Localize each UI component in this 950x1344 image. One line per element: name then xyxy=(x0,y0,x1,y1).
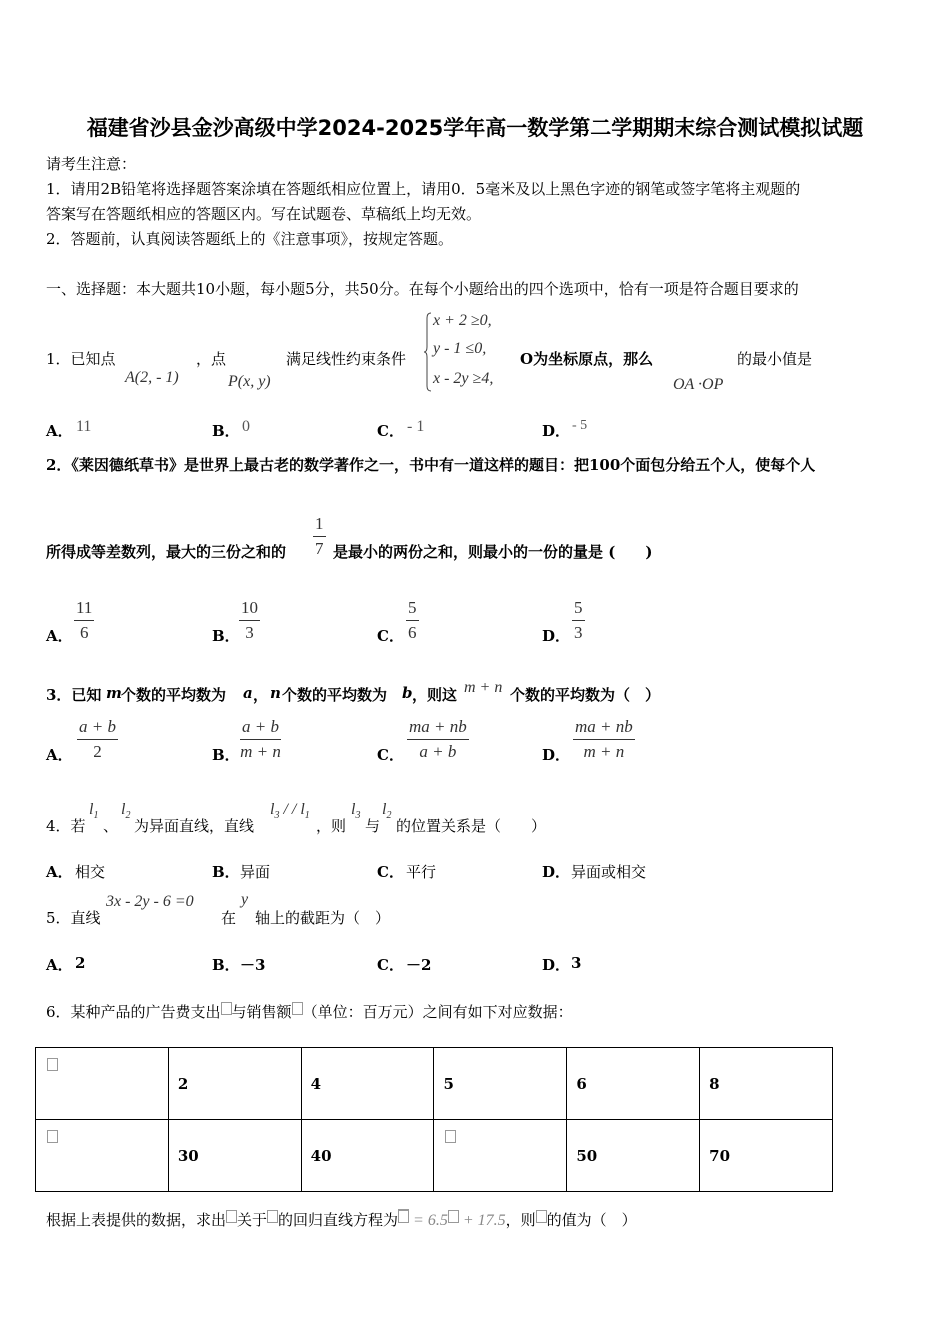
q2-option-d-label: D． xyxy=(542,627,571,645)
q4-l3b xyxy=(351,801,360,821)
q3-option-a-label: A． xyxy=(46,746,73,764)
q4-option-c-value: 平行 xyxy=(406,863,437,881)
table-cell: 40 xyxy=(301,1120,434,1192)
notice-line-2: 2．答题前，认真阅读答题纸上的《注意事项》，按规定答题。 xyxy=(46,230,454,248)
q2-option-a-label: A． xyxy=(46,627,73,645)
table-cell: 2 xyxy=(168,1048,301,1120)
q4-parallel-expr xyxy=(270,801,310,821)
q6-followup-e: 的值为（ ） xyxy=(546,1211,637,1229)
q4-option-d-value: 异面或相交 xyxy=(571,863,647,881)
q3-option-b-label: B． xyxy=(212,746,240,764)
table-cell: 8 xyxy=(700,1048,833,1120)
q5-equation: 3x - 2y - 6 =0 xyxy=(106,893,194,910)
q4-l2b xyxy=(382,801,391,821)
q2-option-b-label: B． xyxy=(212,627,240,645)
q5-option-a-label: A． xyxy=(46,956,73,974)
q4-text-5: 与 xyxy=(365,817,381,835)
q5-option-c-label: C． xyxy=(377,956,404,974)
q3-option-d-den: m + n xyxy=(583,742,625,761)
q2-fraction-numerator: 1 xyxy=(313,514,326,537)
q1-text-1: 1．已知点 xyxy=(46,350,116,368)
missing-glyph-icon xyxy=(448,1210,459,1223)
table-cell: 50 xyxy=(567,1120,700,1192)
missing-glyph-icon xyxy=(536,1210,547,1223)
q3-text-5: ，则这 xyxy=(412,686,458,704)
q2-option-d-den: 3 xyxy=(574,623,583,642)
q1-point-p: P(x, y) xyxy=(228,373,271,390)
q3-option-a-den: 2 xyxy=(93,742,102,761)
table-cell: 30 xyxy=(168,1120,301,1192)
q6-equation-part-1: = 6.5 xyxy=(409,1212,448,1229)
table-row xyxy=(36,1048,833,1120)
q4-l2b-letter: l xyxy=(382,801,387,818)
q2-text-1: 2．《莱因德纸草书》是世界上最古老的数学著作之一，书中有一道这样的题目：把100个面包分给五个人，使每个人 xyxy=(46,456,816,474)
q6-text-1 xyxy=(46,1001,573,1022)
q2-option-b-fraction xyxy=(239,598,260,643)
q6-followup-c: 的回归直线方程为 xyxy=(278,1211,399,1229)
q3-text-1: 3．已知 xyxy=(46,686,102,704)
notice-line-1b: 答案写在答题纸相应的答题区内。写在试题卷、草稿纸上均无效。 xyxy=(46,205,482,223)
q4-option-d-label: D． xyxy=(542,863,571,881)
q4-l2b-sub: 2 xyxy=(386,810,392,822)
missing-glyph-icon xyxy=(398,1209,409,1223)
q2-option-c-num: 5 xyxy=(406,598,419,621)
q4-text-4: ，则 xyxy=(316,817,347,835)
missing-glyph-icon xyxy=(221,1002,232,1015)
q4-l2-letter: l xyxy=(121,801,126,818)
q4-parallel-sign: / / xyxy=(279,801,297,818)
q5-option-b-value: －3 xyxy=(240,956,266,974)
q5-text-2: 在 xyxy=(221,909,237,927)
q2-option-b-den: 3 xyxy=(245,623,254,642)
q1-constraint-1: x + 2 ≥0, xyxy=(433,312,492,329)
table-cell-header-x xyxy=(36,1048,169,1120)
q2-option-b-num: 10 xyxy=(239,598,260,621)
missing-glyph-icon xyxy=(226,1210,237,1223)
q4-option-b-value: 异面 xyxy=(240,863,271,881)
q4-l3b-sub: 3 xyxy=(355,810,361,822)
q3-option-a-fraction xyxy=(77,717,118,762)
table-cell-header-y xyxy=(36,1120,169,1192)
q4-l2-sub: 2 xyxy=(125,810,131,822)
q5-option-d-value: 3 xyxy=(571,954,582,972)
notice-heading: 请考生注意： xyxy=(46,155,137,173)
q6-text-1a: 6．某种产品的广告费支出 xyxy=(46,1003,221,1021)
q2-option-c-fraction xyxy=(406,598,419,643)
q4-option-a-label: A． xyxy=(46,863,73,881)
q1-text-4: O为坐标原点，那么 xyxy=(520,350,654,368)
q3-option-c-label: C． xyxy=(377,746,404,764)
q1-text-5: 的最小值是 xyxy=(737,350,813,368)
missing-glyph-icon xyxy=(47,1058,58,1071)
q2-option-a-fraction xyxy=(74,598,94,643)
q3-option-c-num: ma + nb xyxy=(407,717,469,740)
q1-option-a-label: A． xyxy=(46,422,73,440)
missing-glyph-icon xyxy=(292,1002,303,1015)
q4-option-c-label: C． xyxy=(377,863,404,881)
q4-l3-sub: 3 xyxy=(274,810,280,822)
q1-option-d-value: - 5 xyxy=(572,418,588,433)
q1-constraint-3: x - 2y ≥4, xyxy=(433,370,494,387)
q1-text-3: 满足线性约束条件 xyxy=(286,350,407,368)
q4-l1-sub: 1 xyxy=(93,810,99,822)
q2-option-d-num: 5 xyxy=(572,598,585,621)
table-cell: 5 xyxy=(434,1048,567,1120)
q5-text-1: 5．直线 xyxy=(46,909,101,927)
missing-glyph-icon xyxy=(47,1130,58,1143)
q3-option-b-fraction xyxy=(240,717,281,762)
q3-option-d-fraction xyxy=(573,717,635,762)
q2-option-d-fraction xyxy=(572,598,585,643)
q1-option-b-label: B． xyxy=(212,422,240,440)
q4-text-3: 为异面直线，直线 xyxy=(134,817,255,835)
q6-text-1b: 与销售额 xyxy=(231,1003,292,1021)
q1-option-a-value: 11 xyxy=(76,418,92,435)
q1-option-d-label: D． xyxy=(542,422,571,440)
page-title: 福建省沙县金沙高级中学2024-2025学年高一数学第二学期期末综合测试模拟试题 xyxy=(86,116,864,140)
q5-option-a-value: 2 xyxy=(75,954,86,972)
q4-l3-letter: l xyxy=(270,801,275,818)
q4-text-6: 的位置关系是（ ） xyxy=(396,817,547,835)
q6-followup-a: 根据上表提供的数据，求出 xyxy=(46,1211,227,1229)
missing-glyph-icon xyxy=(445,1130,456,1143)
q6-followup xyxy=(46,1209,637,1230)
q3-option-b-den: m + n xyxy=(240,742,281,761)
q4-l1 xyxy=(89,801,98,821)
q4-option-b-label: B． xyxy=(212,863,240,881)
q2-text-3: 是最小的两份之和，则最小的一份的量是 ( ) xyxy=(333,543,653,561)
q3-option-d-num: ma + nb xyxy=(573,717,635,740)
q3-option-d-label: D． xyxy=(542,746,571,764)
q4-l1b-sub: 1 xyxy=(304,810,310,822)
q1-point-a: A(2, - 1) xyxy=(125,369,179,386)
table-cell-unknown xyxy=(434,1120,567,1192)
q3-text-6: 个数的平均数为（ ） xyxy=(510,686,661,704)
q5-option-b-label: B． xyxy=(212,956,240,974)
q3-var-a: a xyxy=(243,684,253,702)
q6-text-1c: （单位：百万元）之间有如下对应数据： xyxy=(302,1003,573,1021)
q3-option-c-den: a + b xyxy=(419,742,457,761)
left-brace-icon xyxy=(424,312,432,392)
q5-option-d-label: D． xyxy=(542,956,571,974)
q6-data-table xyxy=(35,1047,833,1192)
q4-l1b-letter: l xyxy=(300,801,305,818)
q2-fraction-denominator: 7 xyxy=(315,539,324,558)
q4-l3b-letter: l xyxy=(351,801,356,818)
q4-text-1: 4．若 xyxy=(46,817,86,835)
q1-option-c-label: C． xyxy=(377,422,404,440)
table-row xyxy=(36,1120,833,1192)
q5-option-c-value: －2 xyxy=(406,956,432,974)
q3-var-m: m xyxy=(106,684,122,702)
q3-text-2: 个数的平均数为 xyxy=(121,686,227,704)
notice-line-1a: 1．请用2B铅笔将选择题答案涂填在答题纸相应位置上，请用0．5毫米及以上黑色字迹的钢笔或签字笔将主观题的 xyxy=(46,180,801,198)
q3-text-3: ， xyxy=(253,686,269,704)
q3-var-b: b xyxy=(402,684,413,702)
q2-text-2: 所得成等差数列，最大的三份之和的 xyxy=(46,543,287,561)
q4-text-2: 、 xyxy=(103,817,119,835)
q3-option-b-num: a + b xyxy=(240,717,281,740)
q2-option-c-den: 6 xyxy=(408,623,417,642)
q5-text-3: 轴上的截距为（ ） xyxy=(255,909,391,927)
missing-glyph-icon xyxy=(267,1210,278,1223)
q5-var-y: y xyxy=(241,891,249,908)
q3-m-plus-n: m + n xyxy=(464,679,503,696)
q2-option-c-label: C． xyxy=(377,627,404,645)
table-cell: 6 xyxy=(567,1048,700,1120)
q6-followup-d: ，则 xyxy=(505,1211,536,1229)
q1-option-c-value: - 1 xyxy=(407,418,425,435)
q3-option-a-num: a + b xyxy=(77,717,118,740)
q4-l1-letter: l xyxy=(89,801,94,818)
q3-text-4: 个数的平均数为 xyxy=(282,686,388,704)
q2-option-a-den: 6 xyxy=(79,623,89,642)
q1-text-2: ，点 xyxy=(196,350,227,368)
q6-equation-part-2: + 17.5 xyxy=(458,1212,506,1229)
q1-dot-product: OA ·OP xyxy=(673,376,724,393)
q4-option-a-value: 相交 xyxy=(75,863,106,881)
q6-followup-b: 关于 xyxy=(237,1211,268,1229)
q3-var-n: n xyxy=(270,684,281,702)
q2-fraction xyxy=(313,514,326,559)
table-cell: 70 xyxy=(700,1120,833,1192)
table-cell: 4 xyxy=(301,1048,434,1120)
q4-l2 xyxy=(121,801,130,821)
section-heading: 一、选择题：本大题共10小题，每小题5分，共50分。在每个小题给出的四个选项中，恰有一项是符合题目要求的 xyxy=(46,280,799,298)
q1-constraint-2: y - 1 ≤0, xyxy=(433,340,487,357)
q1-option-b-value: 0 xyxy=(242,418,250,435)
q3-option-c-fraction xyxy=(407,717,469,762)
q2-option-a-num: 11 xyxy=(74,598,94,621)
